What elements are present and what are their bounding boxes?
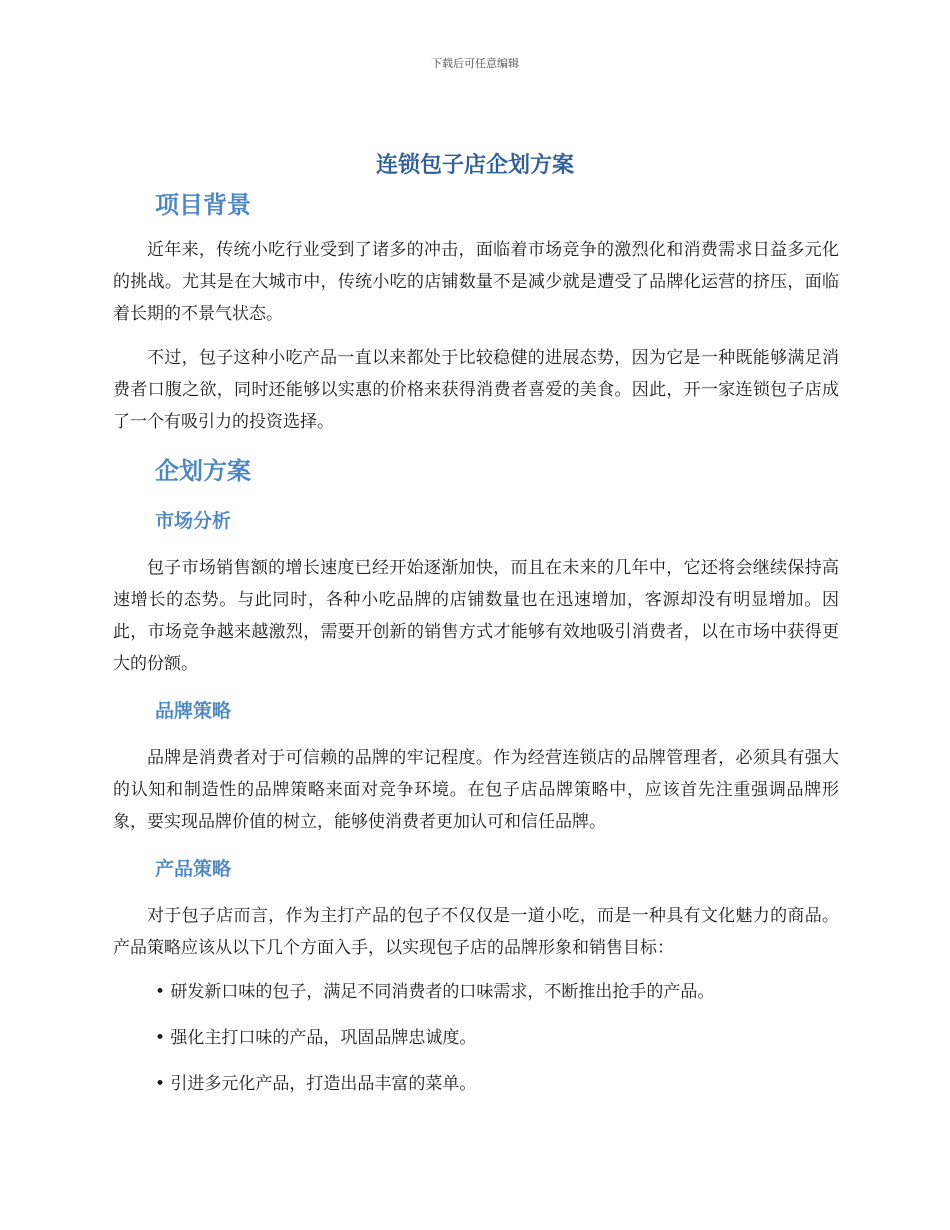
- paragraph: 包子市场销售额的增长速度已经开始逐渐加快，而且在未来的几年中，它还将会继续保持高速增长的态势。与此同时，各种小吃品牌的店铺数量也在迅速增加，客源却没有明显增加。因此，市场竞争越来越激烈，需要开创新的销售方式才能够有效地吸引消费者，以在市场中获得更大的份额。: [113, 558, 839, 674]
- subsection-heading-product: 产品策略: [155, 858, 232, 880]
- paragraph: 不过，包子这种小吃产品一直以来都处于比较稳健的进展态势，因为它是一种既能够满足消费者口腹之欲，同时还能够以实惠的价格来获得消费者喜爱的美食。因此，开一家连锁包子店成了一个有吸引力的投资选择。: [113, 348, 839, 432]
- list-item: • 研发新口味的包子，满足不同消费者的口味需求，不断推出抢手的产品。: [155, 982, 715, 1002]
- section-heading-plan: 企划方案: [155, 457, 251, 485]
- document-body: [113, 188, 839, 1100]
- subsection-heading-brand: 品牌策略: [155, 700, 232, 722]
- document-title: 连锁包子店企划方案: [375, 153, 574, 178]
- paragraph: 对于包子店而言，作为主打产品的包子不仅仅是一道小吃，而是一种具有文化魅力的商品。产品策略应该从以下几个方面入手，以实现包子店的品牌形象和销售目标：: [113, 906, 839, 958]
- paragraph: 品牌是消费者对于可信赖的品牌的牢记程度。作为经营连锁店的品牌管理者，必须具有强大的认知和制造性的品牌策略来面对竞争环境。在包子店品牌策略中，应该首先注重强调品牌形象，要实现品牌价值的树立，能够使消费者更加认可和信任品牌。: [113, 748, 839, 832]
- section-heading-background: 项目背景: [155, 191, 251, 219]
- list-item: • 引进多元化产品，打造出品丰富的菜单。: [155, 1074, 477, 1094]
- paragraph: 近年来，传统小吃行业受到了诸多的冲击，面临着市场竞争的激烈化和消费需求日益多元化的挑战。尤其是在大城市中，传统小吃的店铺数量不是减少就是遭受了品牌化运营的挤压，面临着长期的不景气状态。: [113, 240, 839, 324]
- header-note: 下载后可任意编辑: [431, 57, 519, 70]
- list-item: • 强化主打口味的产品，巩固品牌忠诚度。: [155, 1028, 477, 1048]
- subsection-heading-market: 市场分析: [155, 510, 232, 532]
